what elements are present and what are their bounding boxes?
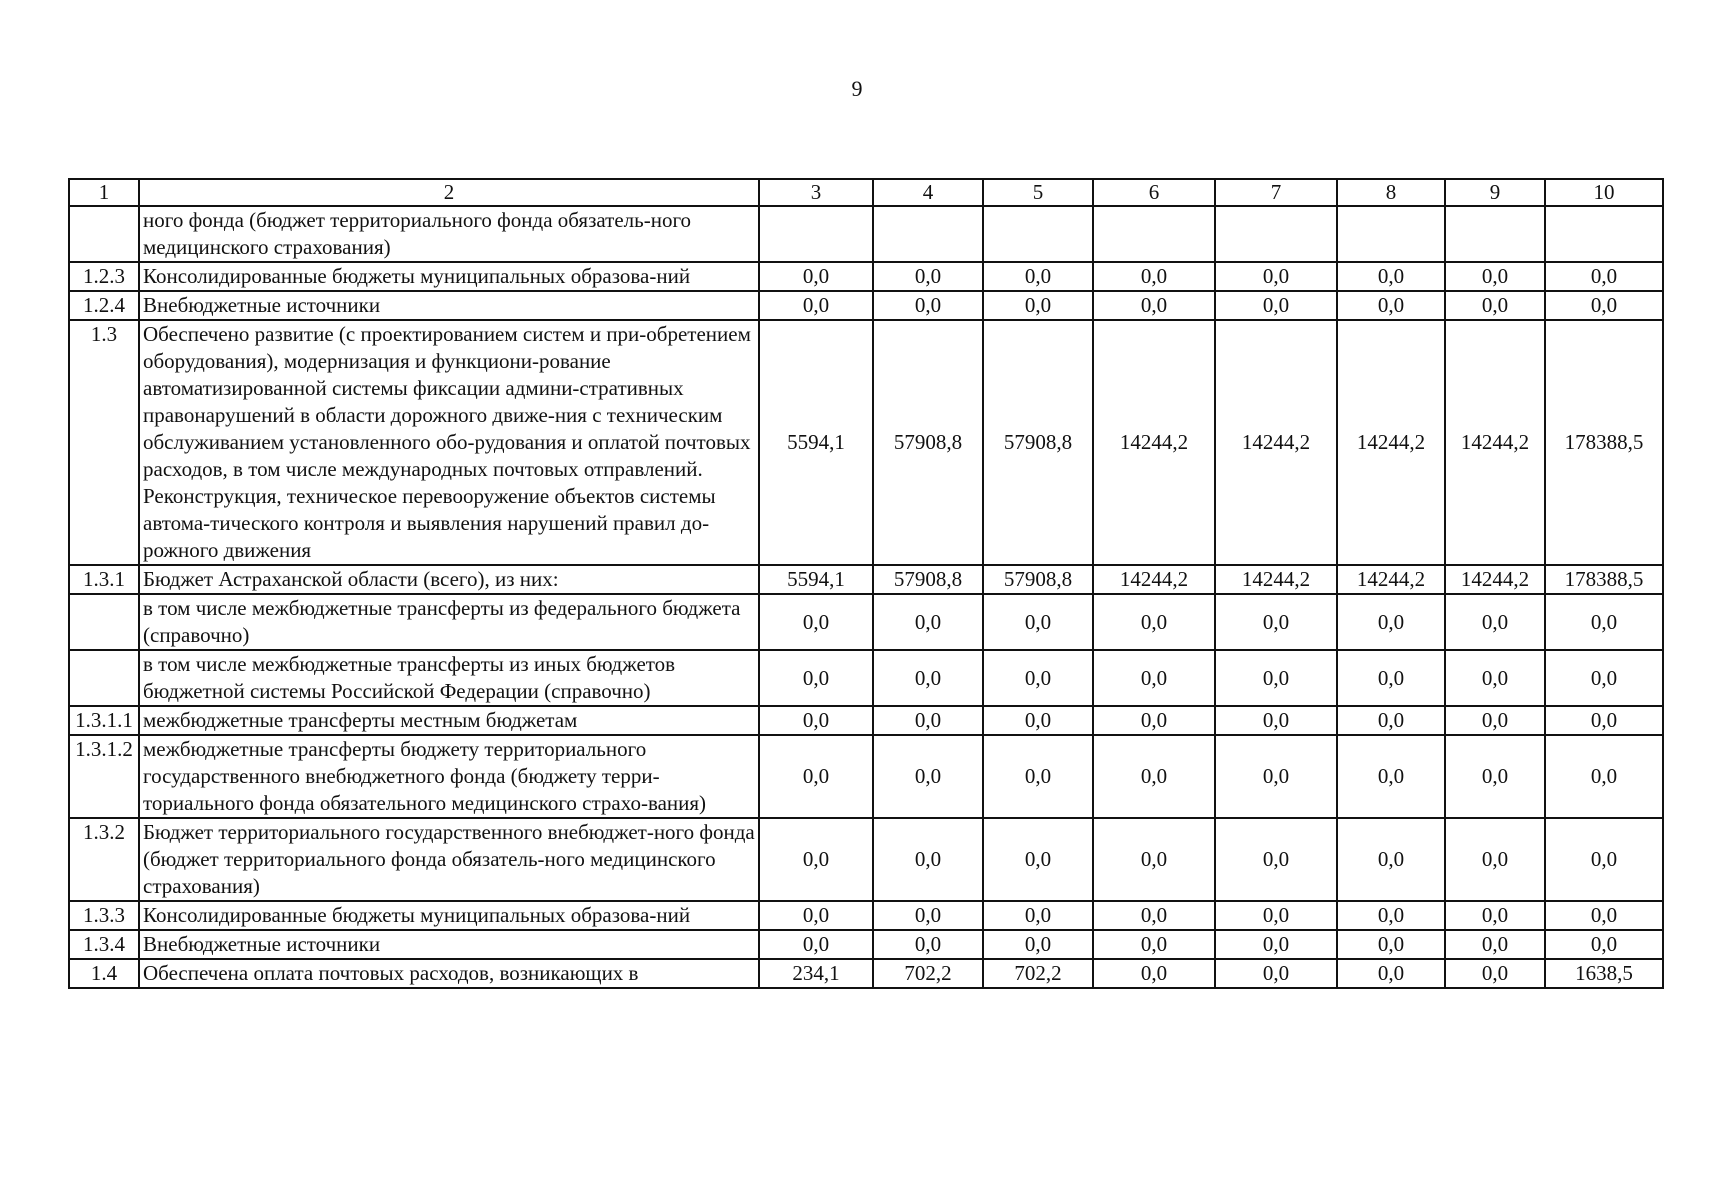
table-row — [69, 735, 1663, 818]
value-cell: 0,0 — [1215, 262, 1337, 291]
row-description: ного фонда (бюджет территориального фонда обязатель-ного медицинского страхования) — [139, 206, 759, 262]
row-code — [69, 206, 139, 262]
value-cell — [759, 206, 873, 262]
value-cell: 0,0 — [1215, 650, 1337, 706]
row-description: Обеспечена оплата почтовых расходов, возникающих в — [139, 959, 759, 988]
table-row — [69, 262, 1663, 291]
value-cell: 0,0 — [1215, 818, 1337, 901]
value-cell: 234,1 — [759, 959, 873, 988]
value-cell: 0,0 — [1215, 291, 1337, 320]
value-cell: 0,0 — [1337, 735, 1445, 818]
value-cell — [1337, 206, 1445, 262]
value-cell: 0,0 — [873, 262, 983, 291]
value-cell: 0,0 — [1445, 818, 1545, 901]
value-cell: 0,0 — [983, 262, 1093, 291]
value-cell: 0,0 — [1445, 735, 1545, 818]
row-description: Внебюджетные источники — [139, 291, 759, 320]
value-cell: 14244,2 — [1215, 320, 1337, 565]
row-description: межбюджетные трансферты местным бюджетам — [139, 706, 759, 735]
row-code — [69, 650, 139, 706]
value-cell: 57908,8 — [983, 565, 1093, 594]
value-cell: 0,0 — [759, 735, 873, 818]
value-cell: 178388,5 — [1545, 320, 1663, 565]
value-cell: 0,0 — [1445, 959, 1545, 988]
value-cell: 14244,2 — [1093, 320, 1215, 565]
header-cell: 7 — [1215, 179, 1337, 206]
value-cell: 0,0 — [1093, 818, 1215, 901]
value-cell: 0,0 — [983, 291, 1093, 320]
value-cell: 1638,5 — [1545, 959, 1663, 988]
value-cell: 0,0 — [1545, 291, 1663, 320]
value-cell: 0,0 — [1545, 262, 1663, 291]
row-code: 1.4 — [69, 959, 139, 988]
row-code: 1.3.4 — [69, 930, 139, 959]
value-cell: 0,0 — [983, 594, 1093, 650]
value-cell: 0,0 — [1445, 706, 1545, 735]
row-description: Обеспечено развитие (с проектированием систем и при-обретением оборудования), модернизация и функциони-рование автоматизированной системы фиксации админи-стративных правонарушений в области дорожного движе-ния с техническим обслуживанием установленного обо-рудования и оплатой почтовых расходов, в том числе международных почтовых отправлений. Реконструкция, техническое перевооружение объектов системы автома-тического контроля и выявления нарушений правил до-рожного движения — [139, 320, 759, 565]
value-cell: 0,0 — [983, 735, 1093, 818]
value-cell: 0,0 — [983, 901, 1093, 930]
value-cell: 14244,2 — [1445, 320, 1545, 565]
row-description: Консолидированные бюджеты муниципальных образова-ний — [139, 901, 759, 930]
value-cell: 0,0 — [759, 594, 873, 650]
header-cell: 1 — [69, 179, 139, 206]
value-cell — [983, 206, 1093, 262]
value-cell: 0,0 — [873, 735, 983, 818]
value-cell — [1215, 206, 1337, 262]
value-cell: 0,0 — [1215, 594, 1337, 650]
value-cell: 0,0 — [1337, 818, 1445, 901]
value-cell: 0,0 — [1215, 706, 1337, 735]
value-cell: 0,0 — [1445, 262, 1545, 291]
value-cell: 0,0 — [759, 291, 873, 320]
row-code: 1.3 — [69, 320, 139, 565]
value-cell: 0,0 — [873, 818, 983, 901]
value-cell: 0,0 — [1093, 262, 1215, 291]
row-code: 1.3.1 — [69, 565, 139, 594]
value-cell: 0,0 — [983, 930, 1093, 959]
value-cell: 0,0 — [759, 650, 873, 706]
value-cell: 0,0 — [1093, 901, 1215, 930]
row-code: 1.3.2 — [69, 818, 139, 901]
value-cell: 0,0 — [1545, 594, 1663, 650]
value-cell: 0,0 — [1337, 706, 1445, 735]
value-cell: 0,0 — [873, 901, 983, 930]
page-number: 9 — [851, 76, 863, 101]
value-cell: 14244,2 — [1093, 565, 1215, 594]
value-cell — [873, 206, 983, 262]
value-cell: 0,0 — [873, 594, 983, 650]
value-cell: 0,0 — [1215, 959, 1337, 988]
value-cell: 0,0 — [1093, 706, 1215, 735]
value-cell: 0,0 — [1093, 594, 1215, 650]
value-cell: 14244,2 — [1337, 320, 1445, 565]
table-row — [69, 291, 1663, 320]
value-cell: 0,0 — [1215, 901, 1337, 930]
value-cell: 0,0 — [983, 650, 1093, 706]
value-cell: 0,0 — [1215, 930, 1337, 959]
table-header-row — [69, 179, 1663, 206]
value-cell: 0,0 — [873, 706, 983, 735]
value-cell: 0,0 — [1337, 959, 1445, 988]
value-cell: 57908,8 — [873, 320, 983, 565]
header-cell: 8 — [1337, 179, 1445, 206]
value-cell — [1093, 206, 1215, 262]
value-cell: 0,0 — [1445, 650, 1545, 706]
table-row — [69, 901, 1663, 930]
row-description: Бюджет Астраханской области (всего), из них: — [139, 565, 759, 594]
value-cell: 57908,8 — [983, 320, 1093, 565]
value-cell: 0,0 — [1337, 930, 1445, 959]
value-cell: 0,0 — [1215, 735, 1337, 818]
value-cell: 0,0 — [1545, 818, 1663, 901]
table-body — [69, 179, 1663, 988]
value-cell: 0,0 — [759, 262, 873, 291]
value-cell: 0,0 — [1337, 901, 1445, 930]
value-cell: 0,0 — [759, 901, 873, 930]
value-cell: 57908,8 — [873, 565, 983, 594]
value-cell: 0,0 — [1093, 650, 1215, 706]
row-code — [69, 594, 139, 650]
row-code: 1.3.3 — [69, 901, 139, 930]
row-code: 1.2.3 — [69, 262, 139, 291]
value-cell: 0,0 — [1337, 594, 1445, 650]
value-cell: 702,2 — [873, 959, 983, 988]
value-cell: 0,0 — [759, 930, 873, 959]
table-row — [69, 320, 1663, 565]
table-row — [69, 206, 1663, 262]
value-cell: 0,0 — [759, 706, 873, 735]
value-cell: 0,0 — [1445, 291, 1545, 320]
header-cell: 2 — [139, 179, 759, 206]
value-cell: 0,0 — [1337, 650, 1445, 706]
header-cell: 9 — [1445, 179, 1545, 206]
value-cell: 0,0 — [1545, 706, 1663, 735]
table-row — [69, 930, 1663, 959]
table-row — [69, 706, 1663, 735]
value-cell: 0,0 — [759, 818, 873, 901]
row-code: 1.3.1.1 — [69, 706, 139, 735]
value-cell: 0,0 — [1337, 291, 1445, 320]
value-cell: 702,2 — [983, 959, 1093, 988]
table-row — [69, 959, 1663, 988]
value-cell: 0,0 — [1545, 650, 1663, 706]
value-cell: 178388,5 — [1545, 565, 1663, 594]
value-cell: 0,0 — [1545, 930, 1663, 959]
value-cell: 0,0 — [1545, 901, 1663, 930]
header-cell: 5 — [983, 179, 1093, 206]
value-cell: 0,0 — [1093, 930, 1215, 959]
row-description: в том числе межбюджетные трансферты из иных бюджетов бюджетной системы Российской Федерации (справочно) — [139, 650, 759, 706]
table-row — [69, 565, 1663, 594]
value-cell: 0,0 — [1093, 959, 1215, 988]
value-cell: 14244,2 — [1445, 565, 1545, 594]
value-cell: 0,0 — [1093, 735, 1215, 818]
value-cell: 0,0 — [873, 291, 983, 320]
value-cell: 14244,2 — [1337, 565, 1445, 594]
value-cell — [1445, 206, 1545, 262]
row-description: Консолидированные бюджеты муниципальных образова-ний — [139, 262, 759, 291]
value-cell: 0,0 — [1445, 594, 1545, 650]
row-code: 1.2.4 — [69, 291, 139, 320]
row-description: в том числе межбюджетные трансферты из федерального бюджета (справочно) — [139, 594, 759, 650]
header-cell: 3 — [759, 179, 873, 206]
value-cell: 0,0 — [983, 818, 1093, 901]
value-cell — [1545, 206, 1663, 262]
value-cell: 0,0 — [1545, 735, 1663, 818]
value-cell: 14244,2 — [1215, 565, 1337, 594]
header-cell: 4 — [873, 179, 983, 206]
row-code: 1.3.1.2 — [69, 735, 139, 818]
value-cell: 0,0 — [1337, 262, 1445, 291]
table-row — [69, 594, 1663, 650]
header-cell: 6 — [1093, 179, 1215, 206]
row-description: межбюджетные трансферты бюджету территориального государственного внебюджетного фонда (бюджету терри-ториального фонда обязательного медицинского страхо-вания) — [139, 735, 759, 818]
value-cell: 5594,1 — [759, 320, 873, 565]
value-cell: 0,0 — [1445, 901, 1545, 930]
row-description: Бюджет территориального государственного внебюджет-ного фонда (бюджет территориального фонда обязатель-ного медицинского страхования) — [139, 818, 759, 901]
value-cell: 5594,1 — [759, 565, 873, 594]
table-row — [69, 650, 1663, 706]
table-row — [69, 818, 1663, 901]
row-description: Внебюджетные источники — [139, 930, 759, 959]
header-cell: 10 — [1545, 179, 1663, 206]
value-cell: 0,0 — [873, 930, 983, 959]
value-cell: 0,0 — [873, 650, 983, 706]
value-cell: 0,0 — [983, 706, 1093, 735]
value-cell: 0,0 — [1445, 930, 1545, 959]
budget-table — [68, 178, 1664, 989]
value-cell: 0,0 — [1093, 291, 1215, 320]
